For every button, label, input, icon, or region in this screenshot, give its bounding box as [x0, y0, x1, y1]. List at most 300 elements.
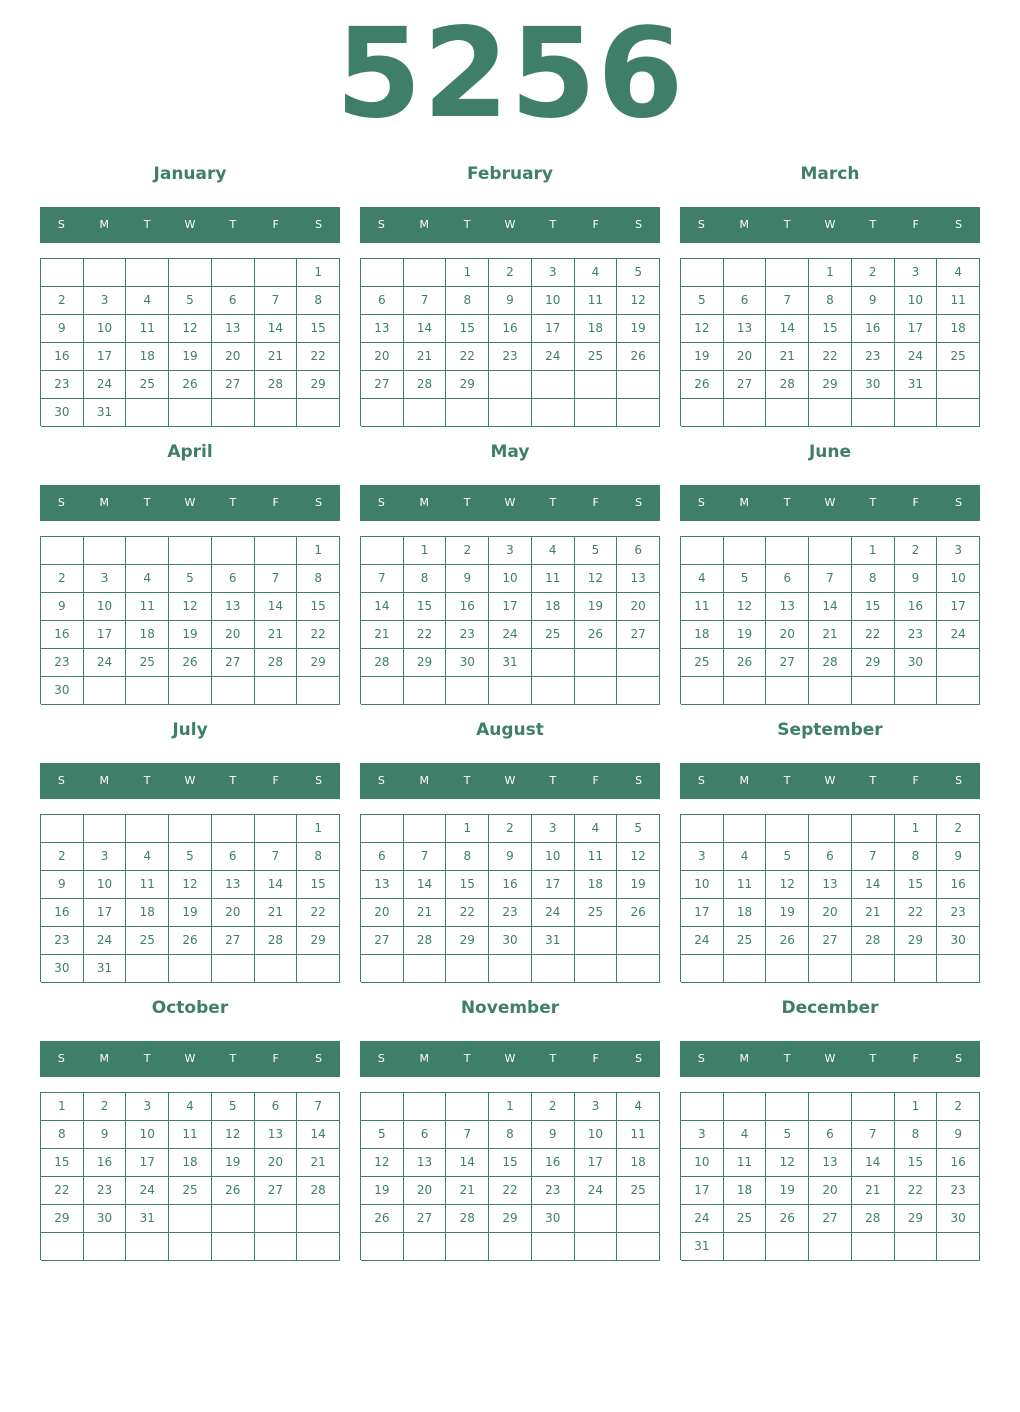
day-cell: 22: [809, 343, 852, 371]
day-cell: 9: [446, 565, 489, 593]
empty-day-cell: [532, 677, 575, 705]
day-cell: 14: [361, 593, 404, 621]
weekday-label: T: [783, 218, 791, 231]
day-cell: 25: [126, 371, 169, 399]
day-cell: 15: [809, 315, 852, 343]
empty-day-cell: [575, 955, 618, 983]
day-cell: 11: [575, 843, 618, 871]
day-cell: 8: [852, 565, 895, 593]
empty-day-cell: [255, 815, 298, 843]
day-cell: 20: [212, 899, 255, 927]
day-cell: 20: [809, 899, 852, 927]
empty-day-cell: [617, 399, 660, 427]
day-cell: 21: [809, 621, 852, 649]
empty-day-cell: [809, 955, 852, 983]
day-cell: 10: [126, 1121, 169, 1149]
day-cell: 3: [84, 565, 127, 593]
day-cell: 1: [297, 537, 340, 565]
weekday-label: M: [419, 774, 430, 787]
weekday-label: M: [739, 218, 750, 231]
day-cell: 27: [361, 927, 404, 955]
day-cell: 5: [724, 565, 767, 593]
day-cell: 8: [404, 565, 447, 593]
day-cell: 21: [404, 899, 447, 927]
day-cell: 10: [84, 315, 127, 343]
day-cell: 27: [724, 371, 767, 399]
month-december: [680, 990, 980, 1268]
weekday-label: T: [549, 774, 557, 787]
weekday-header: [360, 1041, 660, 1077]
day-cell: 20: [361, 899, 404, 927]
weekday-header: [40, 1041, 340, 1077]
weekday-header: [680, 485, 980, 521]
day-cell: 27: [404, 1205, 447, 1233]
empty-day-cell: [532, 371, 575, 399]
empty-day-cell: [852, 399, 895, 427]
day-cell: 3: [681, 843, 724, 871]
day-cell: 7: [255, 287, 298, 315]
day-cell: 5: [212, 1093, 255, 1121]
day-cell: 7: [404, 287, 447, 315]
day-cell: 3: [937, 537, 980, 565]
empty-day-cell: [212, 399, 255, 427]
day-cell: 30: [41, 399, 84, 427]
day-cell: 11: [724, 1149, 767, 1177]
day-cell: 26: [169, 371, 212, 399]
day-cell: 8: [895, 843, 938, 871]
day-cell: 21: [255, 899, 298, 927]
empty-day-cell: [126, 399, 169, 427]
day-cell: 10: [84, 593, 127, 621]
weekday-label: S: [315, 1052, 323, 1065]
day-cell: 13: [212, 315, 255, 343]
empty-day-cell: [766, 677, 809, 705]
weekday-label: W: [504, 1052, 516, 1065]
weekday-label: S: [57, 218, 65, 231]
day-cell: 3: [895, 259, 938, 287]
empty-day-cell: [575, 649, 618, 677]
day-cell: 29: [404, 649, 447, 677]
day-grid: [680, 814, 980, 982]
empty-day-cell: [169, 259, 212, 287]
weekday-label: S: [697, 1052, 705, 1065]
day-cell: 14: [255, 315, 298, 343]
day-cell: 11: [724, 871, 767, 899]
day-cell: 27: [212, 927, 255, 955]
month-name: February: [466, 164, 554, 184]
day-cell: 23: [446, 621, 489, 649]
weekday-label: F: [912, 1052, 919, 1065]
empty-day-cell: [41, 1233, 84, 1261]
day-cell: 5: [361, 1121, 404, 1149]
empty-day-cell: [852, 1093, 895, 1121]
empty-day-cell: [212, 1233, 255, 1261]
day-cell: 21: [852, 899, 895, 927]
month-name: April: [167, 442, 213, 462]
weekday-label: S: [57, 496, 65, 509]
day-cell: 3: [84, 287, 127, 315]
empty-day-cell: [489, 1233, 532, 1261]
weekday-label: S: [635, 496, 643, 509]
day-cell: 22: [446, 343, 489, 371]
day-cell: 9: [937, 1121, 980, 1149]
weekday-label: T: [463, 496, 471, 509]
day-cell: 15: [489, 1149, 532, 1177]
weekday-label: S: [955, 774, 963, 787]
day-cell: 20: [766, 621, 809, 649]
day-cell: 2: [489, 259, 532, 287]
weekday-label: F: [272, 774, 279, 787]
day-cell: 17: [681, 899, 724, 927]
day-cell: 10: [937, 565, 980, 593]
empty-day-cell: [575, 677, 618, 705]
day-cell: 24: [84, 649, 127, 677]
day-cell: 3: [681, 1121, 724, 1149]
day-cell: 14: [766, 315, 809, 343]
weekday-label: S: [955, 218, 963, 231]
day-cell: 17: [532, 871, 575, 899]
day-cell: 2: [446, 537, 489, 565]
day-cell: 18: [724, 899, 767, 927]
weekday-label: F: [592, 218, 599, 231]
day-cell: 14: [404, 315, 447, 343]
month-name: May: [490, 442, 530, 462]
weekday-label: S: [955, 1052, 963, 1065]
day-cell: 20: [404, 1177, 447, 1205]
day-cell: 13: [809, 1149, 852, 1177]
day-cell: 23: [937, 899, 980, 927]
day-cell: 16: [489, 871, 532, 899]
weekday-label: W: [504, 218, 516, 231]
day-cell: 25: [169, 1177, 212, 1205]
day-cell: 24: [126, 1177, 169, 1205]
weekday-label: T: [463, 1052, 471, 1065]
day-cell: 1: [297, 259, 340, 287]
weekday-label: S: [57, 774, 65, 787]
day-cell: 7: [255, 843, 298, 871]
day-cell: 22: [297, 621, 340, 649]
day-cell: 28: [361, 649, 404, 677]
day-cell: 10: [84, 871, 127, 899]
day-cell: 11: [126, 593, 169, 621]
empty-day-cell: [169, 537, 212, 565]
empty-day-cell: [212, 259, 255, 287]
day-cell: 15: [297, 315, 340, 343]
empty-day-cell: [212, 815, 255, 843]
empty-day-cell: [169, 399, 212, 427]
day-cell: 25: [532, 621, 575, 649]
day-cell: 29: [852, 649, 895, 677]
weekday-label: T: [549, 496, 557, 509]
weekday-label: M: [99, 218, 110, 231]
day-grid: [40, 1092, 340, 1260]
day-cell: 17: [84, 899, 127, 927]
day-cell: 26: [361, 1205, 404, 1233]
day-cell: 12: [766, 871, 809, 899]
day-grid: [680, 258, 980, 426]
day-cell: 24: [575, 1177, 618, 1205]
day-cell: 2: [532, 1093, 575, 1121]
day-cell: 12: [617, 287, 660, 315]
weekday-label: W: [184, 774, 196, 787]
day-cell: 19: [169, 343, 212, 371]
day-cell: 3: [575, 1093, 618, 1121]
day-cell: 12: [766, 1149, 809, 1177]
day-cell: 19: [766, 899, 809, 927]
day-cell: 15: [41, 1149, 84, 1177]
empty-day-cell: [255, 1205, 298, 1233]
day-grid: [40, 536, 340, 704]
empty-day-cell: [766, 955, 809, 983]
month-november: [360, 990, 660, 1268]
day-cell: 21: [255, 343, 298, 371]
weekday-header: [40, 485, 340, 521]
day-cell: 9: [489, 843, 532, 871]
day-cell: 6: [809, 843, 852, 871]
day-cell: 6: [617, 537, 660, 565]
day-cell: 1: [297, 815, 340, 843]
day-cell: 2: [41, 287, 84, 315]
empty-day-cell: [446, 399, 489, 427]
day-cell: 2: [852, 259, 895, 287]
day-cell: 11: [532, 565, 575, 593]
empty-day-cell: [766, 537, 809, 565]
day-cell: 20: [724, 343, 767, 371]
empty-day-cell: [297, 677, 340, 705]
empty-day-cell: [126, 259, 169, 287]
day-cell: 27: [766, 649, 809, 677]
day-cell: 21: [852, 1177, 895, 1205]
day-cell: 15: [446, 871, 489, 899]
weekday-label: W: [184, 1052, 196, 1065]
weekday-label: M: [99, 496, 110, 509]
empty-day-cell: [169, 955, 212, 983]
day-cell: 20: [212, 621, 255, 649]
day-cell: 23: [895, 621, 938, 649]
day-cell: 13: [212, 871, 255, 899]
weekday-label: W: [504, 774, 516, 787]
day-cell: 14: [255, 593, 298, 621]
day-cell: 24: [937, 621, 980, 649]
empty-day-cell: [532, 649, 575, 677]
day-cell: 30: [446, 649, 489, 677]
weekday-label: F: [592, 774, 599, 787]
day-cell: 13: [255, 1121, 298, 1149]
empty-day-cell: [937, 677, 980, 705]
day-cell: 2: [937, 1093, 980, 1121]
empty-day-cell: [255, 677, 298, 705]
day-cell: 21: [404, 343, 447, 371]
day-cell: 25: [937, 343, 980, 371]
empty-day-cell: [169, 1205, 212, 1233]
empty-day-cell: [41, 537, 84, 565]
day-cell: 19: [575, 593, 618, 621]
weekday-label: T: [143, 496, 151, 509]
empty-day-cell: [852, 1233, 895, 1261]
day-cell: 14: [404, 871, 447, 899]
day-cell: 11: [126, 315, 169, 343]
weekday-label: T: [869, 774, 877, 787]
weekday-label: F: [592, 496, 599, 509]
day-cell: 23: [489, 899, 532, 927]
weekday-label: T: [229, 774, 237, 787]
day-cell: 15: [895, 871, 938, 899]
month-july: [40, 712, 340, 990]
month-name: January: [153, 164, 227, 184]
day-cell: 28: [255, 927, 298, 955]
day-cell: 19: [361, 1177, 404, 1205]
day-cell: 15: [297, 593, 340, 621]
day-cell: 7: [255, 565, 298, 593]
weekday-label: F: [592, 1052, 599, 1065]
day-cell: 12: [169, 871, 212, 899]
empty-day-cell: [361, 1093, 404, 1121]
empty-day-cell: [169, 1233, 212, 1261]
day-cell: 12: [681, 315, 724, 343]
day-cell: 27: [809, 1205, 852, 1233]
empty-day-cell: [532, 1233, 575, 1261]
weekday-label: F: [912, 496, 919, 509]
day-cell: 29: [297, 371, 340, 399]
month-june: [680, 434, 980, 712]
day-cell: 5: [575, 537, 618, 565]
day-cell: 21: [766, 343, 809, 371]
weekday-label: T: [143, 774, 151, 787]
day-cell: 8: [895, 1121, 938, 1149]
day-cell: 13: [809, 871, 852, 899]
empty-day-cell: [724, 399, 767, 427]
day-cell: 29: [895, 1205, 938, 1233]
month-january: [40, 156, 340, 434]
day-cell: 1: [489, 1093, 532, 1121]
empty-day-cell: [84, 1233, 127, 1261]
empty-day-cell: [361, 1233, 404, 1261]
weekday-header: [360, 207, 660, 243]
weekday-label: T: [549, 1052, 557, 1065]
day-cell: 2: [895, 537, 938, 565]
day-cell: 18: [126, 899, 169, 927]
day-cell: 4: [575, 815, 618, 843]
day-cell: 17: [681, 1177, 724, 1205]
empty-day-cell: [617, 371, 660, 399]
day-cell: 31: [489, 649, 532, 677]
day-cell: 30: [895, 649, 938, 677]
day-cell: 29: [446, 927, 489, 955]
day-cell: 10: [681, 1149, 724, 1177]
weekday-header: [680, 1041, 980, 1077]
empty-day-cell: [937, 1233, 980, 1261]
empty-day-cell: [681, 1093, 724, 1121]
day-cell: 16: [532, 1149, 575, 1177]
day-cell: 5: [617, 815, 660, 843]
day-cell: 14: [255, 871, 298, 899]
day-cell: 31: [532, 927, 575, 955]
empty-day-cell: [852, 677, 895, 705]
weekday-label: S: [377, 218, 385, 231]
day-cell: 9: [532, 1121, 575, 1149]
day-cell: 18: [937, 315, 980, 343]
weekday-label: M: [739, 1052, 750, 1065]
day-cell: 18: [575, 315, 618, 343]
weekday-header: [680, 763, 980, 799]
day-cell: 7: [852, 1121, 895, 1149]
day-cell: 26: [575, 621, 618, 649]
empty-day-cell: [84, 815, 127, 843]
day-cell: 8: [809, 287, 852, 315]
day-cell: 26: [212, 1177, 255, 1205]
day-cell: 10: [532, 287, 575, 315]
day-cell: 8: [297, 287, 340, 315]
day-cell: 12: [724, 593, 767, 621]
day-cell: 29: [489, 1205, 532, 1233]
weekday-label: S: [697, 218, 705, 231]
day-cell: 16: [852, 315, 895, 343]
day-cell: 17: [489, 593, 532, 621]
day-cell: 30: [937, 1205, 980, 1233]
weekday-label: T: [869, 218, 877, 231]
day-cell: 21: [361, 621, 404, 649]
weekday-label: T: [229, 218, 237, 231]
empty-day-cell: [809, 399, 852, 427]
weekday-label: F: [912, 774, 919, 787]
weekday-label: S: [315, 496, 323, 509]
weekday-label: T: [783, 774, 791, 787]
day-cell: 14: [852, 1149, 895, 1177]
empty-day-cell: [681, 815, 724, 843]
empty-day-cell: [404, 399, 447, 427]
day-cell: 12: [617, 843, 660, 871]
day-cell: 7: [446, 1121, 489, 1149]
day-cell: 1: [895, 815, 938, 843]
day-cell: 25: [617, 1177, 660, 1205]
empty-day-cell: [361, 815, 404, 843]
empty-day-cell: [766, 1093, 809, 1121]
day-cell: 24: [489, 621, 532, 649]
day-grid: [40, 814, 340, 982]
day-cell: 17: [895, 315, 938, 343]
day-cell: 10: [895, 287, 938, 315]
empty-day-cell: [404, 1093, 447, 1121]
year-title: 5256: [335, 2, 685, 146]
day-cell: 30: [937, 927, 980, 955]
day-cell: 13: [212, 593, 255, 621]
empty-day-cell: [532, 955, 575, 983]
day-cell: 19: [681, 343, 724, 371]
weekday-label: T: [143, 1052, 151, 1065]
empty-day-cell: [126, 955, 169, 983]
day-cell: 4: [617, 1093, 660, 1121]
day-cell: 25: [681, 649, 724, 677]
day-cell: 5: [766, 1121, 809, 1149]
empty-day-cell: [255, 399, 298, 427]
weekday-label: F: [272, 496, 279, 509]
day-cell: 13: [617, 565, 660, 593]
empty-day-cell: [617, 955, 660, 983]
day-cell: 18: [169, 1149, 212, 1177]
day-cell: 22: [297, 343, 340, 371]
empty-day-cell: [297, 1205, 340, 1233]
day-cell: 2: [937, 815, 980, 843]
empty-day-cell: [766, 399, 809, 427]
empty-day-cell: [446, 1233, 489, 1261]
empty-day-cell: [937, 399, 980, 427]
empty-day-cell: [361, 399, 404, 427]
day-cell: 22: [895, 1177, 938, 1205]
empty-day-cell: [681, 677, 724, 705]
weekday-header: [360, 485, 660, 521]
weekday-label: M: [739, 774, 750, 787]
weekday-label: S: [377, 496, 385, 509]
